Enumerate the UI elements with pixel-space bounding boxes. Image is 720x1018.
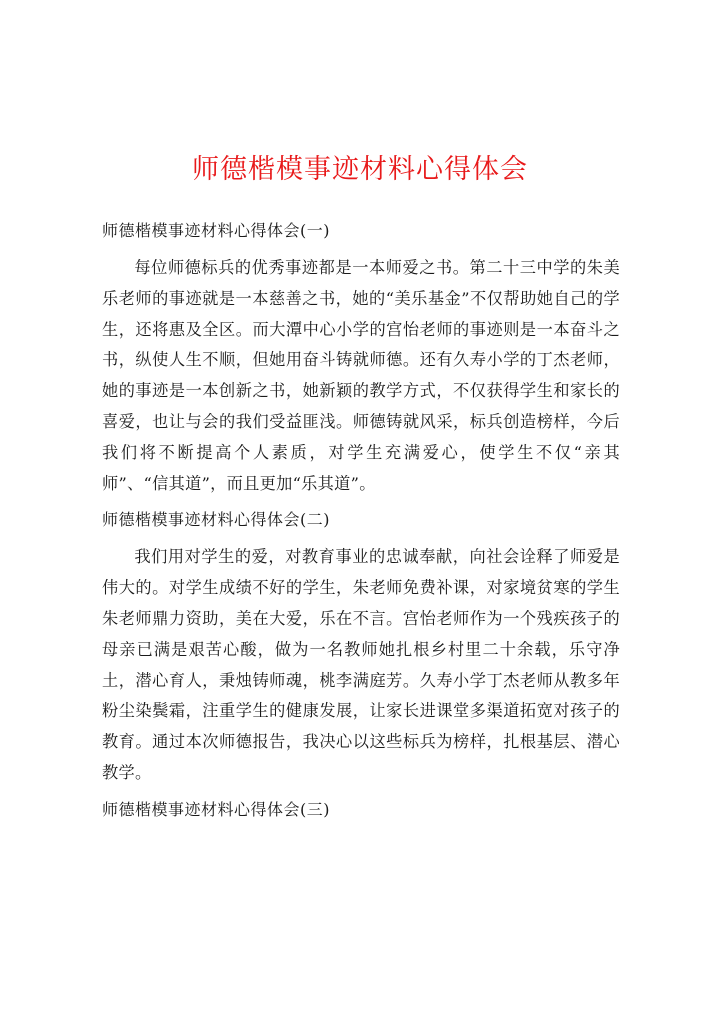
- section-heading: 师德楷模事迹材料心得体会(一): [102, 221, 330, 240]
- document-body: [102, 216, 620, 825]
- section-paragraph: 每位师德标兵的优秀事迹都是一本师爱之书。第二十三中学的朱美乐老师的事迹就是一本慈善之书，她的“美乐基金”不仅帮助她自己的学生，还将惠及全区。而大潭中心小学的宫怡老师的事迹则是一本奋斗之书，纵使人生不顺，但她用奋斗铸就师德。还有久寿小学的丁杰老师，她的事迹是一本创新之书，她新颖的教学方式，不仅获得学生和家长的喜爱，也让与会的我们受益匪浅。师德铸就风采，标兵创造榜样，今后我们将不断提高个人素质，对学生充满爱心，使学生不仅“亲其师”、“信其道”，而且更加“乐其道”。: [102, 258, 620, 493]
- section-heading: 师德楷模事迹材料心得体会(二): [102, 510, 330, 530]
- document-title: 师德楷模事迹材料心得体会: [192, 154, 528, 185]
- section-paragraph: 我们用对学生的爱，对教育事业的忠诚奉献，向社会诠释了师爱是伟大的。对学生成绩不好的学生，朱老师免费补课，对家境贫寒的学生朱老师鼎力资助，美在大爱，乐在不言。宫怡老师作为一个残疾孩子的母亲已满是艰苦心酸，做为一名教师她扎根乡村里二十余载，乐守净土，潜心育人，秉烛铸师魂，桃李满庭芳。久寿小学丁杰老师从教多年粉尘染鬓霜，注重学生的健康发展，让家长进课堂多渠道拓宽对孩子的教育。通过本次师德报告，我决心以这些标兵为榜样，扎根基层、潜心教学。: [102, 547, 620, 782]
- section-heading: 师德楷模事迹材料心得体会(三): [102, 799, 330, 819]
